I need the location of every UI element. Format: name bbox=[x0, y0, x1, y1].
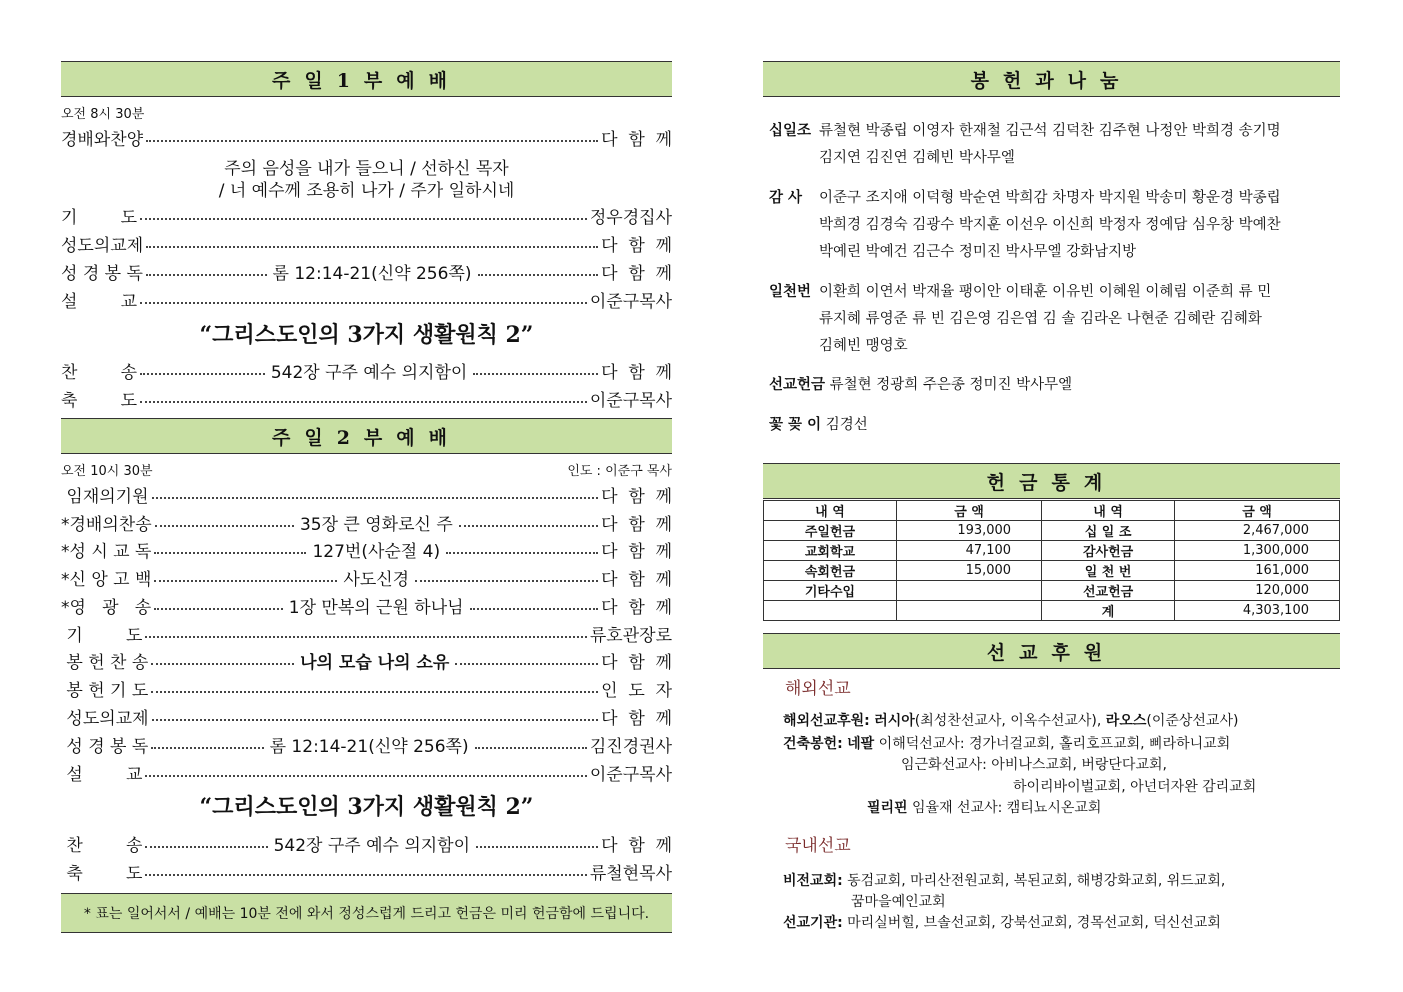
country-nepal: 네팔 bbox=[847, 736, 875, 752]
order-person: 류철현목사 bbox=[589, 863, 672, 884]
table-cell: 4,303,100 bbox=[1175, 601, 1340, 621]
order-row bbox=[61, 357, 672, 383]
order-row bbox=[61, 509, 672, 535]
order-row bbox=[61, 286, 672, 312]
mission-offering bbox=[769, 372, 1340, 399]
mission-label: 선교헌금 bbox=[769, 377, 826, 393]
order-detail: 롬 12:14-21(신약 256쪽) bbox=[272, 263, 472, 284]
order-label: 축 도 bbox=[61, 390, 138, 411]
order-detail: 1장 만복의 근원 하나님 bbox=[288, 597, 464, 618]
footer-note: * 표는 일어서서 / 예배는 10분 전에 와서 정성스럽게 드리고 헌금은 미리 헌금함에 드립니다. bbox=[61, 893, 672, 933]
order-person: 다 함 께 bbox=[601, 263, 673, 284]
table-cell: 십 일 조 bbox=[1042, 521, 1175, 541]
order-row bbox=[61, 481, 672, 507]
order-label: *신 앙 고 백 bbox=[61, 569, 152, 590]
table-cell bbox=[764, 601, 897, 621]
order-person: 인 도 자 bbox=[601, 680, 672, 701]
order-label: 성도의교제 bbox=[61, 235, 144, 256]
vision-label: 비전교회: bbox=[783, 873, 843, 889]
table-cell: 2,467,000 bbox=[1175, 521, 1340, 541]
order-label: 축 도 bbox=[61, 863, 143, 884]
order-person: 다 함 께 bbox=[601, 129, 672, 150]
service2-header: 주일2부예배 bbox=[61, 418, 672, 454]
order-row bbox=[61, 675, 672, 701]
order-label: 성 경 봉 독 bbox=[61, 736, 149, 757]
order-row bbox=[61, 858, 672, 884]
building-label: 건축봉헌: bbox=[783, 736, 843, 752]
nepal-churches: 임근화선교사: 아비나스교회, 버랑단다교회, bbox=[901, 757, 1167, 773]
domestic-title: 국내선교 bbox=[785, 836, 851, 856]
order-label: 임재의기원 bbox=[61, 486, 149, 507]
sermon-title: “그리스도인의 3가지 생활원칙 2” bbox=[199, 794, 534, 820]
order-label: 기 도 bbox=[61, 207, 138, 228]
missions-header: 선교후원 bbox=[763, 633, 1340, 669]
table-row bbox=[764, 601, 1340, 621]
order-label: *경배의찬송 bbox=[61, 514, 152, 535]
tithe-block bbox=[769, 118, 1340, 166]
order-person: 정우경집사 bbox=[589, 207, 672, 228]
order-person: 다 함 께 bbox=[601, 835, 672, 856]
thanks-block bbox=[769, 185, 1340, 260]
order-row bbox=[61, 647, 672, 673]
order-row bbox=[61, 536, 672, 562]
tithe-names: 류철현 박종립 이영자 한재철 김근석 김덕찬 김주현 나정안 박희경 송기명 bbox=[819, 123, 1281, 139]
daily-names: 이환희 이연서 박재율 팽이안 이태훈 이유빈 이혜원 이혜림 이준희 류 민 bbox=[819, 284, 1272, 300]
tithe-label: 십일조 bbox=[769, 123, 812, 139]
service1-header: 주일1부예배 bbox=[61, 61, 672, 97]
praise-line: 주의 음성을 내가 들으니 / 선하신 목자 bbox=[224, 159, 509, 179]
table-cell: 속회헌금 bbox=[764, 561, 897, 581]
russia-missionaries: (최성찬선교사, 이옥수선교사), bbox=[914, 713, 1102, 729]
nepal-churches: 하이리바이벌교회, 아넌더자완 감리교회 bbox=[1013, 779, 1257, 795]
order-person: 다 함 께 bbox=[601, 569, 672, 590]
order-label: 봉 헌 찬 송 bbox=[61, 652, 149, 673]
mission-agencies bbox=[783, 912, 1221, 932]
flower-label: 꽃 꽂 이 bbox=[769, 417, 822, 433]
vision-list: 꿈마을예인교회 bbox=[851, 894, 946, 910]
country-philippines: 필리핀 bbox=[867, 800, 908, 816]
column-header: 내 역 bbox=[764, 501, 897, 521]
order-label: 찬 송 bbox=[61, 835, 143, 856]
order-person: 다 함 께 bbox=[601, 235, 672, 256]
order-label: 설 교 bbox=[61, 291, 138, 312]
daily-names: 김혜빈 맹영호 bbox=[819, 338, 908, 354]
country-russia: 러시아 bbox=[874, 713, 915, 729]
order-person: 다 함 께 bbox=[601, 362, 672, 383]
order-person: 다 함 께 bbox=[601, 541, 673, 562]
order-row bbox=[61, 620, 672, 646]
table-cell: 주일헌금 bbox=[764, 521, 897, 541]
order-person: 다 함 께 bbox=[601, 486, 672, 507]
praise-line: / 너 예수께 조용히 나가 / 주가 일하시네 bbox=[218, 181, 515, 201]
order-person: 다 함 께 bbox=[601, 597, 673, 618]
order-detail: 사도신경 bbox=[343, 569, 410, 590]
order-person: 이준구목사 bbox=[589, 291, 672, 312]
order-row bbox=[61, 592, 672, 618]
stats-header: 헌금통계 bbox=[763, 463, 1340, 499]
sermon-title: “그리스도인의 3가지 생활원칙 2” bbox=[199, 322, 534, 348]
order-row bbox=[61, 703, 672, 729]
order-label: 성 경 봉 독 bbox=[61, 263, 143, 284]
order-label: 찬 송 bbox=[61, 362, 138, 383]
mission-names: 류철현 정광희 주은종 정미진 박사무엘 bbox=[829, 377, 1073, 393]
offering-header: 봉헌과나눔 bbox=[763, 61, 1340, 97]
order-label: 봉 헌 기 도 bbox=[61, 680, 149, 701]
table-row bbox=[764, 561, 1340, 581]
building-support bbox=[783, 733, 1230, 753]
vision-list: 동검교회, 마리산전원교회, 복된교회, 해병강화교회, 위드교회, bbox=[847, 873, 1226, 889]
thanks-label: 감 사 bbox=[769, 190, 803, 206]
stats-table bbox=[763, 500, 1340, 621]
order-person: 이준구목사 bbox=[589, 390, 672, 411]
overseas-support-label: 해외선교후원: bbox=[783, 713, 870, 729]
order-person: 다 함 께 bbox=[601, 708, 672, 729]
table-row bbox=[764, 581, 1340, 601]
overseas-support bbox=[783, 710, 1238, 730]
table-row bbox=[764, 541, 1340, 561]
order-label: *성 시 교 독 bbox=[61, 541, 152, 562]
nepal-churches: 이해덕선교사: 경가너걸교회, 홀리호프교회, 삐라하니교회 bbox=[878, 736, 1231, 752]
order-detail: 나의 모습 나의 소유 bbox=[300, 652, 450, 673]
order-detail: 127번(사순절 4) bbox=[312, 541, 441, 562]
order-person: 다 함 께 bbox=[601, 652, 672, 673]
philippines-support bbox=[867, 797, 1101, 817]
service1-time: 오전 8시 30분 bbox=[61, 107, 145, 122]
order-row bbox=[61, 258, 672, 284]
thanks-names: 박희경 김경숙 김광수 박지훈 이선우 이신희 박정자 정예담 심우창 박예찬 bbox=[819, 217, 1281, 233]
order-row bbox=[61, 124, 672, 150]
column-header: 내 역 bbox=[1042, 501, 1175, 521]
order-row bbox=[61, 385, 672, 411]
table-header-row bbox=[764, 501, 1340, 521]
order-label: 성도의교제 bbox=[61, 708, 149, 729]
thanks-names: 박예린 박예건 김근수 정미진 박사무엘 강화남지방 bbox=[819, 244, 1137, 260]
table-cell: 15,000 bbox=[897, 561, 1042, 581]
order-person: 김진경권사 bbox=[589, 736, 672, 757]
table-cell: 120,000 bbox=[1175, 581, 1340, 601]
thanks-names: 이준구 조지애 이덕형 박순연 박희감 차명자 박지원 박송미 황운경 박종립 bbox=[819, 190, 1281, 206]
table-cell: 일 천 번 bbox=[1042, 561, 1175, 581]
table-cell bbox=[897, 601, 1042, 621]
table-cell: 계 bbox=[1042, 601, 1175, 621]
order-person: 류호관장로 bbox=[589, 625, 672, 646]
agency-label: 선교기관: bbox=[783, 915, 843, 931]
service2-time: 오전 10시 30분 bbox=[61, 464, 153, 479]
order-label: 기 도 bbox=[61, 625, 143, 646]
table-cell: 선교헌금 bbox=[1042, 581, 1175, 601]
table-cell bbox=[897, 581, 1042, 601]
overseas-title: 해외선교 bbox=[785, 679, 851, 699]
order-row bbox=[61, 202, 672, 228]
table-cell: 193,000 bbox=[897, 521, 1042, 541]
order-label: *영 광 송 bbox=[61, 597, 152, 618]
order-row bbox=[61, 759, 672, 785]
daily-block bbox=[769, 279, 1340, 354]
order-person: 이준구목사 bbox=[589, 764, 672, 785]
flower-names: 김경선 bbox=[825, 417, 868, 433]
order-row bbox=[61, 564, 672, 590]
order-row bbox=[61, 830, 672, 856]
table-row bbox=[764, 521, 1340, 541]
tithe-names: 김지연 김진연 김혜빈 박사무엘 bbox=[819, 150, 1015, 166]
order-label: 경배와찬양 bbox=[61, 129, 144, 150]
column-header: 금 액 bbox=[1175, 501, 1340, 521]
order-detail: 35장 큰 영화로신 주 bbox=[299, 514, 453, 535]
order-person: 다 함 께 bbox=[601, 514, 673, 535]
table-cell: 감사헌금 bbox=[1042, 541, 1175, 561]
daily-label: 일천번 bbox=[769, 284, 812, 300]
table-cell: 1,300,000 bbox=[1175, 541, 1340, 561]
table-cell: 47,100 bbox=[897, 541, 1042, 561]
table-cell: 161,000 bbox=[1175, 561, 1340, 581]
laos-missionaries: (이준상선교사) bbox=[1146, 713, 1239, 729]
order-detail: 롬 12:14-21(신약 256쪽) bbox=[269, 736, 469, 757]
column-header: 금 액 bbox=[897, 501, 1042, 521]
daily-names: 류지혜 류영준 류 빈 김은영 김은엽 김 솔 김라온 나현준 김혜란 김혜화 bbox=[819, 311, 1262, 327]
order-detail: 542장 구주 예수 의지함이 bbox=[270, 362, 468, 383]
agency-list: 마리실버힐, 브솔선교회, 강북선교회, 경목선교회, 덕신선교회 bbox=[847, 915, 1221, 931]
table-cell: 기타수입 bbox=[764, 581, 897, 601]
service2-leader: 인도 : 이준구 목사 bbox=[567, 464, 672, 479]
vision-churches bbox=[783, 870, 1225, 890]
table-cell: 교회학교 bbox=[764, 541, 897, 561]
philippines-church: 임율재 선교사: 캠티뇨시온교회 bbox=[912, 800, 1102, 816]
order-row bbox=[61, 731, 672, 757]
order-row bbox=[61, 230, 672, 256]
order-label: 설 교 bbox=[61, 764, 143, 785]
country-laos: 라오스 bbox=[1105, 713, 1147, 729]
order-detail: 542장 구주 예수 의지함이 bbox=[273, 835, 471, 856]
flower-block bbox=[769, 412, 1340, 439]
